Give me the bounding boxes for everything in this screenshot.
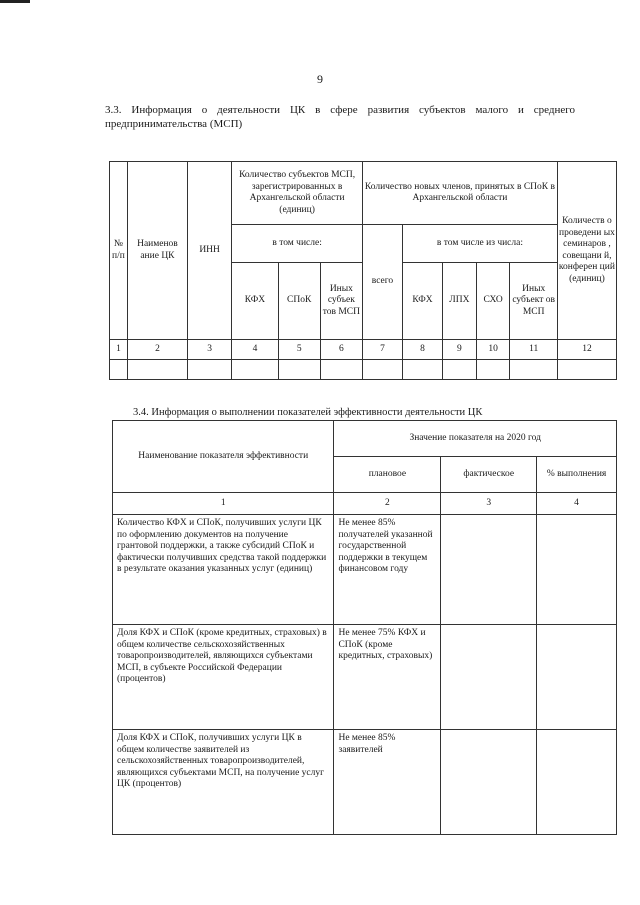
empty-cell: [402, 360, 442, 380]
column-numbers-row: [110, 340, 617, 360]
col-name-header: Наименов ание ЦК: [127, 162, 187, 340]
empty-cell: [557, 360, 616, 380]
table-row: [113, 515, 617, 625]
col-other-header: Иных субъек тов МСП: [320, 263, 362, 340]
indicator-percent: [537, 625, 617, 730]
col-number: 3: [441, 493, 537, 515]
empty-cell: [232, 360, 278, 380]
col-number: 4: [537, 493, 617, 515]
empty-cell: [510, 360, 557, 380]
msp-activity-table: [109, 161, 617, 380]
section-3-3-heading: 3.3. Информация о деятельности ЦК в сфере развития субъектов малого и среднего предпринимательства (МСП): [105, 104, 575, 130]
empty-cell: [320, 360, 362, 380]
col-number: 2: [334, 493, 441, 515]
col-number: 11: [510, 340, 557, 360]
page-number: 9: [317, 72, 323, 86]
indicator-actual: [441, 515, 537, 625]
indicator-percent: [537, 515, 617, 625]
empty-cell: [278, 360, 320, 380]
indicator-planned: Не менее 75% КФХ и СПоК (кроме кредитных, страховых): [334, 625, 441, 730]
indicator-name: Доля КФХ и СПоК (кроме кредитных, страховых) в общем количестве сельскохозяйственных товаропроизводителей, являющихся субъектами МСП, в субъекте Российской Федерации (процентов): [113, 625, 334, 730]
col-registered-header: Количество субъектов МСП, зарегистрированных в Архангельской области (единиц): [232, 162, 363, 225]
col-registered-sub: в том числе:: [232, 225, 363, 263]
indicator-actual: [441, 625, 537, 730]
col-number: 7: [362, 340, 402, 360]
col-total-header: всего: [362, 225, 402, 340]
col-number: 6: [320, 340, 362, 360]
col-number: 3: [187, 340, 231, 360]
empty-cell: [443, 360, 477, 380]
col-lph-header: ЛПХ: [443, 263, 477, 340]
col-number: 8: [402, 340, 442, 360]
col-kfh-header: КФХ: [232, 263, 278, 340]
col-number: 12: [557, 340, 616, 360]
col-planned-header: плановое: [334, 457, 441, 493]
section-3-4-heading: 3.4. Информация о выполнении показателей эффективности деятельности ЦК: [133, 407, 483, 418]
indicator-planned: Не менее 85% заявителей: [334, 730, 441, 835]
empty-cell: [362, 360, 402, 380]
col-indicator-header: Наименование показателя эффективности: [113, 421, 334, 493]
col-value-header: Значение показателя на 2020 год: [334, 421, 617, 457]
col-new-sub: в том числе из числа:: [402, 225, 557, 263]
col-number: 1: [110, 340, 128, 360]
col-spok-header: СПоК: [278, 263, 320, 340]
col-number: 10: [476, 340, 510, 360]
col-new-members-header: Количество новых членов, принятых в СПоК в Архангельской области: [362, 162, 557, 225]
col-sho-header: СХО: [476, 263, 510, 340]
empty-cell: [110, 360, 128, 380]
scan-mark: [0, 0, 30, 3]
column-numbers-row: [113, 493, 617, 515]
col-inn-header: ИНН: [187, 162, 231, 340]
indicator-planned: Не менее 85% получателей указанной государственной поддержки в текущем финансовом году: [334, 515, 441, 625]
empty-cell: [476, 360, 510, 380]
col-kfh2-header: КФХ: [402, 263, 442, 340]
empty-cell: [127, 360, 187, 380]
table-row: [113, 625, 617, 730]
col-number: 1: [113, 493, 334, 515]
col-number: 4: [232, 340, 278, 360]
col-number: 2: [127, 340, 187, 360]
empty-cell: [187, 360, 231, 380]
indicator-percent: [537, 730, 617, 835]
empty-data-row: [110, 360, 617, 380]
table-row: [113, 730, 617, 835]
col-number: 5: [278, 340, 320, 360]
indicator-name: Доля КФХ и СПоК, получивших услуги ЦК в общем количестве заявителей из сельскохозяйственных товаропроизводителей, являющихся субъектами МСП, на получение услуг ЦК (процентов): [113, 730, 334, 835]
col-actual-header: фактическое: [441, 457, 537, 493]
col-other2-header: Иных субъект ов МСП: [510, 263, 557, 340]
col-seminars-header: Количеств о проведени ых семинаров , совещани й, конферен ций (единиц): [557, 162, 616, 340]
col-num-header: № п/п: [110, 162, 128, 340]
efficiency-indicators-table: [112, 420, 617, 835]
indicator-name: Количество КФХ и СПоК, получивших услуги ЦК по оформлению документов на получение грантовой поддержки, а также субсидий СПоК и фактически получивших средства такой поддержки в результате оказания указанных услуг (единиц): [113, 515, 334, 625]
indicator-actual: [441, 730, 537, 835]
col-percent-header: % выполнения: [537, 457, 617, 493]
col-number: 9: [443, 340, 477, 360]
